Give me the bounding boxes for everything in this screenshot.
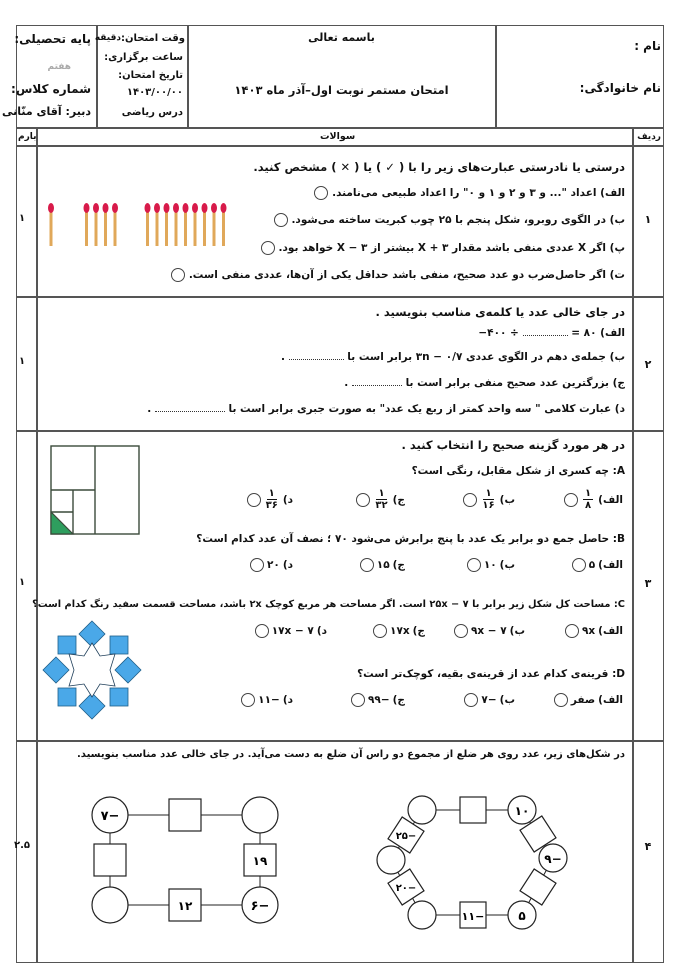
- answer-circle[interactable]: [255, 624, 269, 638]
- question-number: ۱: [644, 213, 652, 226]
- q1-item-c-text: پ) اگر X عددی منفی باشد مقدار X + ۳ بیشتر از X − ۳ خواهد بود.: [278, 242, 625, 254]
- answer-circle[interactable]: [464, 693, 478, 707]
- hex-edge-top[interactable]: [460, 797, 486, 823]
- q3-part-c-prompt: C: مساحت کل شکل زیر برابر با ۲۵x − ۷ است. اگر مساحت هر مربع کوچک ۲x باشد، مساحت قسمت سفید رنگ کدام است؟: [32, 599, 625, 610]
- fraction: [482, 488, 494, 511]
- option-value: ۹x: [581, 625, 596, 637]
- question-score: ۱: [18, 577, 26, 588]
- answer-circle[interactable]: [565, 624, 579, 638]
- question-number: ۲: [644, 358, 652, 371]
- vertex-bottom-left[interactable]: [92, 887, 128, 923]
- exam-title: امتحان مستمر نوبت اول–آذر ماه ۱۴۰۳: [234, 83, 449, 97]
- q4-title: در شکل‌های زیر، عدد روی هر ضلع از مجموع دو راس آن ضلع به دست می‌آید. در جای خالی عدد مناسب بنویسید.: [77, 749, 625, 760]
- row-divider: [16, 740, 664, 742]
- q3c-option-3[interactable]: [373, 620, 425, 642]
- hex-edge-lower-right[interactable]: [520, 869, 556, 905]
- option-label: د): [282, 694, 293, 706]
- q3d-option-2[interactable]: [464, 689, 515, 711]
- teacher-label: دبیر: آقای منّانی: [1, 105, 91, 118]
- vertex-top-left[interactable]: [92, 797, 128, 833]
- answer-circle[interactable]: [356, 493, 370, 507]
- end-dot: .: [344, 377, 349, 389]
- vertex-value: ۱۰: [514, 804, 530, 818]
- fill-blank[interactable]: [523, 326, 568, 336]
- matchstick-icon: [93, 203, 99, 246]
- blue-diamond: [115, 657, 141, 683]
- q3c-option-4[interactable]: [255, 620, 327, 642]
- option-label: ج): [412, 625, 425, 637]
- col-divider-score: [36, 128, 38, 963]
- option-value: صفر: [570, 694, 596, 706]
- header-row-divider: [16, 145, 664, 147]
- option-value: −۷: [481, 694, 497, 706]
- grade-value: هفتم: [47, 62, 71, 72]
- answer-circle[interactable]: [171, 268, 185, 282]
- matchstick-icon: [202, 203, 208, 246]
- exam-time-row: [94, 32, 185, 45]
- q2-item-c: [344, 376, 625, 390]
- answer-circle[interactable]: [274, 213, 288, 227]
- fraction: [266, 488, 278, 511]
- name-label: نام :: [634, 39, 661, 53]
- question-number: ۳: [644, 577, 652, 590]
- matchstick-icon: [112, 203, 118, 246]
- option-label: الف): [598, 694, 623, 706]
- q1-item-a-text: الف) اعداد "... و ۳ و ۲ و ۱ و ۰" را اعداد طبیعی می‌نامند.: [332, 187, 625, 199]
- question-score: ۲.۵: [13, 840, 30, 851]
- q2-item-a: [478, 326, 625, 340]
- edge-value: ۱۲: [177, 899, 193, 913]
- option-label: ج): [392, 559, 405, 571]
- bismillah: باسمه تعالی: [308, 31, 375, 44]
- edge-value: −۲۵: [395, 831, 417, 842]
- answer-circle[interactable]: [454, 624, 468, 638]
- option-value: ۹x − ۷: [470, 625, 507, 637]
- vertex-top-right[interactable]: [242, 797, 278, 833]
- q3-part-b-prompt: B: حاصل جمع دو برابر یک عدد با پنج برابرش می‌شود ۷۰ ؛ نصف آن عدد کدام است؟: [196, 533, 625, 545]
- col-header-questions: سوالات: [320, 131, 356, 142]
- matchstick-pattern: [45, 200, 255, 248]
- session-time-label: ساعت برگزاری:: [104, 52, 183, 63]
- row-divider: [16, 430, 664, 432]
- hex-vertex-top-left[interactable]: [408, 796, 436, 824]
- q1-title: درستی یا نادرستی عبارت‌های زیر را با ( ✓ ) یا ( ✕ ) مشخص کنید.: [253, 160, 625, 174]
- square-sum-diagram: [90, 795, 280, 935]
- col-header-row: ردیف: [637, 132, 661, 142]
- hex-vertex-left[interactable]: [377, 846, 405, 874]
- fill-blank[interactable]: [352, 376, 402, 386]
- header-divider: [495, 25, 497, 128]
- grade-label: پایه تحصیلی:: [14, 32, 91, 46]
- hex-vertex-bottom-right[interactable]: [508, 901, 536, 929]
- answer-circle[interactable]: [250, 558, 264, 572]
- denominator: ۱۶: [482, 500, 495, 511]
- q3c-option-2[interactable]: [454, 620, 525, 642]
- family-label: نام خانوادگی:: [579, 81, 661, 95]
- option-label: الف): [598, 559, 623, 571]
- q3d-option-1[interactable]: [554, 689, 623, 711]
- q2-item-a-left: ۸۰ =: [571, 327, 597, 339]
- matchstick-icon: [183, 203, 189, 246]
- row-divider: [16, 296, 664, 298]
- option-label: د): [316, 625, 327, 637]
- matchstick-icon: [145, 203, 151, 246]
- option-label: ب): [499, 493, 515, 506]
- q3d-option-3[interactable]: [351, 689, 405, 711]
- matchstick-icon: [154, 203, 160, 246]
- numerator: ۱: [268, 488, 275, 499]
- vertex-value: −۹: [544, 852, 562, 866]
- option-value: ۱۵: [376, 559, 390, 571]
- q1-item-b: [262, 213, 625, 227]
- edge-bottom[interactable]: [169, 889, 201, 921]
- q3-title: در هر مورد گزینه صحیح را انتخاب کنید .: [401, 438, 625, 452]
- q3a-option-2[interactable]: [463, 488, 515, 511]
- q3b-option-1[interactable]: [572, 554, 623, 576]
- q1-item-b-text: ب) در الگوی روبرو، شکل پنجم با ۲۵ چوب کبریت ساخته می‌شود.: [291, 214, 625, 226]
- edge-value: −۱۱: [461, 910, 485, 923]
- fill-blank[interactable]: [289, 350, 344, 360]
- denominator: ۳۶: [265, 500, 278, 511]
- option-label: الف): [598, 493, 623, 506]
- answer-circle[interactable]: [554, 693, 568, 707]
- question-score: ۱: [18, 356, 26, 367]
- matchstick-icon: [48, 203, 54, 246]
- edge-right[interactable]: [244, 844, 276, 876]
- answer-circle[interactable]: [467, 558, 481, 572]
- class-label: شماره کلاس:: [11, 82, 91, 96]
- option-label: ب): [499, 694, 515, 706]
- exam-date-label: تاریخ امتحان:: [118, 70, 183, 81]
- q3b-option-2[interactable]: [467, 554, 515, 576]
- exam-date-value: ۱۴۰۳/۰۰/۰۰: [126, 87, 183, 98]
- q3-part-d-prompt: D: قرینه‌ی کدام عدد از قرینه‌ی بقیه، کوچک‌تر است؟: [357, 668, 625, 680]
- answer-circle[interactable]: [261, 241, 275, 255]
- numerator: ۱: [585, 488, 592, 499]
- col-header-score: بارم: [18, 132, 37, 142]
- matchstick-icon: [221, 203, 227, 246]
- matchstick-icon: [192, 203, 198, 246]
- answer-circle[interactable]: [351, 693, 365, 707]
- col-divider-row: [632, 128, 634, 963]
- matchstick-icon: [164, 203, 170, 246]
- answer-circle[interactable]: [241, 693, 255, 707]
- denominator: ۸: [585, 500, 592, 511]
- hex-edge-lower-left[interactable]: [388, 869, 424, 905]
- q1-item-a: [262, 186, 625, 200]
- q2-item-d-text: د) عبارت کلامی " سه واحد کمتر از ربع یک عدد" به صورت جبری برابر است با: [228, 403, 625, 415]
- q3d-option-4[interactable]: [241, 689, 293, 711]
- answer-circle[interactable]: [360, 558, 374, 572]
- q1-item-d-text: ت) اگر حاصل‌ضرب دو عدد صحیح، منفی باشد حداقل یکی از آن‌ها، عددی منفی است.: [188, 269, 625, 281]
- fraction: [583, 488, 593, 511]
- hex-vertex-bottom-left[interactable]: [408, 901, 436, 929]
- q2-item-c-text: ج) بزرگترین عدد صحیح منفی برابر است با: [405, 377, 625, 389]
- edge-value: −۲۰: [395, 883, 417, 894]
- q3a-option-1[interactable]: [564, 488, 623, 511]
- question-score: ۱: [18, 213, 26, 224]
- matchstick-icon: [211, 203, 217, 246]
- option-value: ۱۰: [483, 559, 497, 571]
- answer-circle[interactable]: [314, 186, 328, 200]
- q2-item-a-label: الف): [600, 327, 625, 339]
- end-dot: .: [147, 403, 152, 415]
- answer-circle[interactable]: [373, 624, 387, 638]
- matchstick-icon: [84, 203, 90, 246]
- q2-item-d: [147, 402, 625, 416]
- q3a-option-3[interactable]: [356, 488, 405, 511]
- option-label: ب): [509, 625, 525, 637]
- option-label: د): [282, 493, 293, 506]
- nested-squares-figure: [50, 445, 142, 537]
- answer-circle[interactable]: [463, 493, 477, 507]
- q2-item-a-right: ÷ ۴۰۰−: [478, 327, 519, 339]
- fraction: [375, 488, 387, 511]
- edge-value: ۱۹: [252, 854, 268, 868]
- option-label: الف): [598, 625, 623, 637]
- fill-blank[interactable]: [155, 402, 225, 412]
- hex-vertex-top-right[interactable]: [508, 796, 536, 824]
- option-value: ۱۷x − ۷: [271, 625, 314, 637]
- denominator: ۳۲: [375, 500, 388, 511]
- question-number: ۴: [644, 840, 652, 853]
- q3b-option-4[interactable]: [250, 554, 293, 576]
- answer-circle[interactable]: [247, 493, 261, 507]
- q2-title: در جای خالی عدد یا کلمه‌ی مناسب بنویسید .: [375, 305, 625, 319]
- q3c-option-1[interactable]: [565, 620, 623, 642]
- vertex-value: −۷: [100, 809, 120, 824]
- option-value: ۲۰: [266, 559, 280, 571]
- answer-circle[interactable]: [564, 493, 578, 507]
- hex-vertex-right[interactable]: [539, 844, 567, 872]
- subject: درس ریاضی: [121, 107, 183, 118]
- answer-circle[interactable]: [572, 558, 586, 572]
- exam-time-unit: دقیقه: [94, 33, 121, 43]
- matchstick-icon: [173, 203, 179, 246]
- blue-square: [110, 688, 128, 706]
- q1-item-c: [262, 241, 625, 255]
- hexagon-sum-diagram: [376, 790, 586, 940]
- option-label: د): [282, 559, 293, 571]
- numerator: ۱: [485, 488, 492, 499]
- q3b-option-3[interactable]: [360, 554, 405, 576]
- option-value: ۵: [588, 559, 596, 571]
- blue-diamond: [43, 657, 69, 683]
- q2-item-b: [281, 350, 625, 364]
- blue-square: [58, 688, 76, 706]
- option-value: ۱۷x: [390, 625, 410, 637]
- q3a-option-4[interactable]: [247, 488, 293, 511]
- matchstick-icon: [103, 203, 109, 246]
- q3-part-a-prompt: A: چه کسری از شکل مقابل، رنگی است؟: [411, 465, 625, 477]
- blue-square: [110, 636, 128, 654]
- end-dot: .: [280, 351, 285, 363]
- option-value: −۱۱: [258, 694, 280, 706]
- numerator: ۱: [378, 488, 385, 499]
- option-label: ج): [392, 493, 405, 506]
- exam-time-label: وقت امتحان:: [120, 33, 185, 44]
- q1-item-d: [48, 268, 625, 282]
- option-label: ب): [499, 559, 515, 571]
- blue-square: [58, 636, 76, 654]
- vertex-value: ۵: [518, 909, 526, 923]
- option-value: −۹۹: [367, 694, 390, 706]
- hex-edge-bottom[interactable]: [460, 902, 486, 928]
- q2-item-b-text: ب) جمله‌ی دهم در الگوی عددی ۰/۷ − ۳n برابر است با: [347, 351, 625, 363]
- vertex-value: −۶: [250, 899, 270, 914]
- option-label: ج): [392, 694, 405, 706]
- vertex-bottom-right[interactable]: [242, 887, 278, 923]
- edge-left[interactable]: [94, 844, 126, 876]
- edge-top[interactable]: [169, 799, 201, 831]
- star-tile-figure: [42, 620, 142, 720]
